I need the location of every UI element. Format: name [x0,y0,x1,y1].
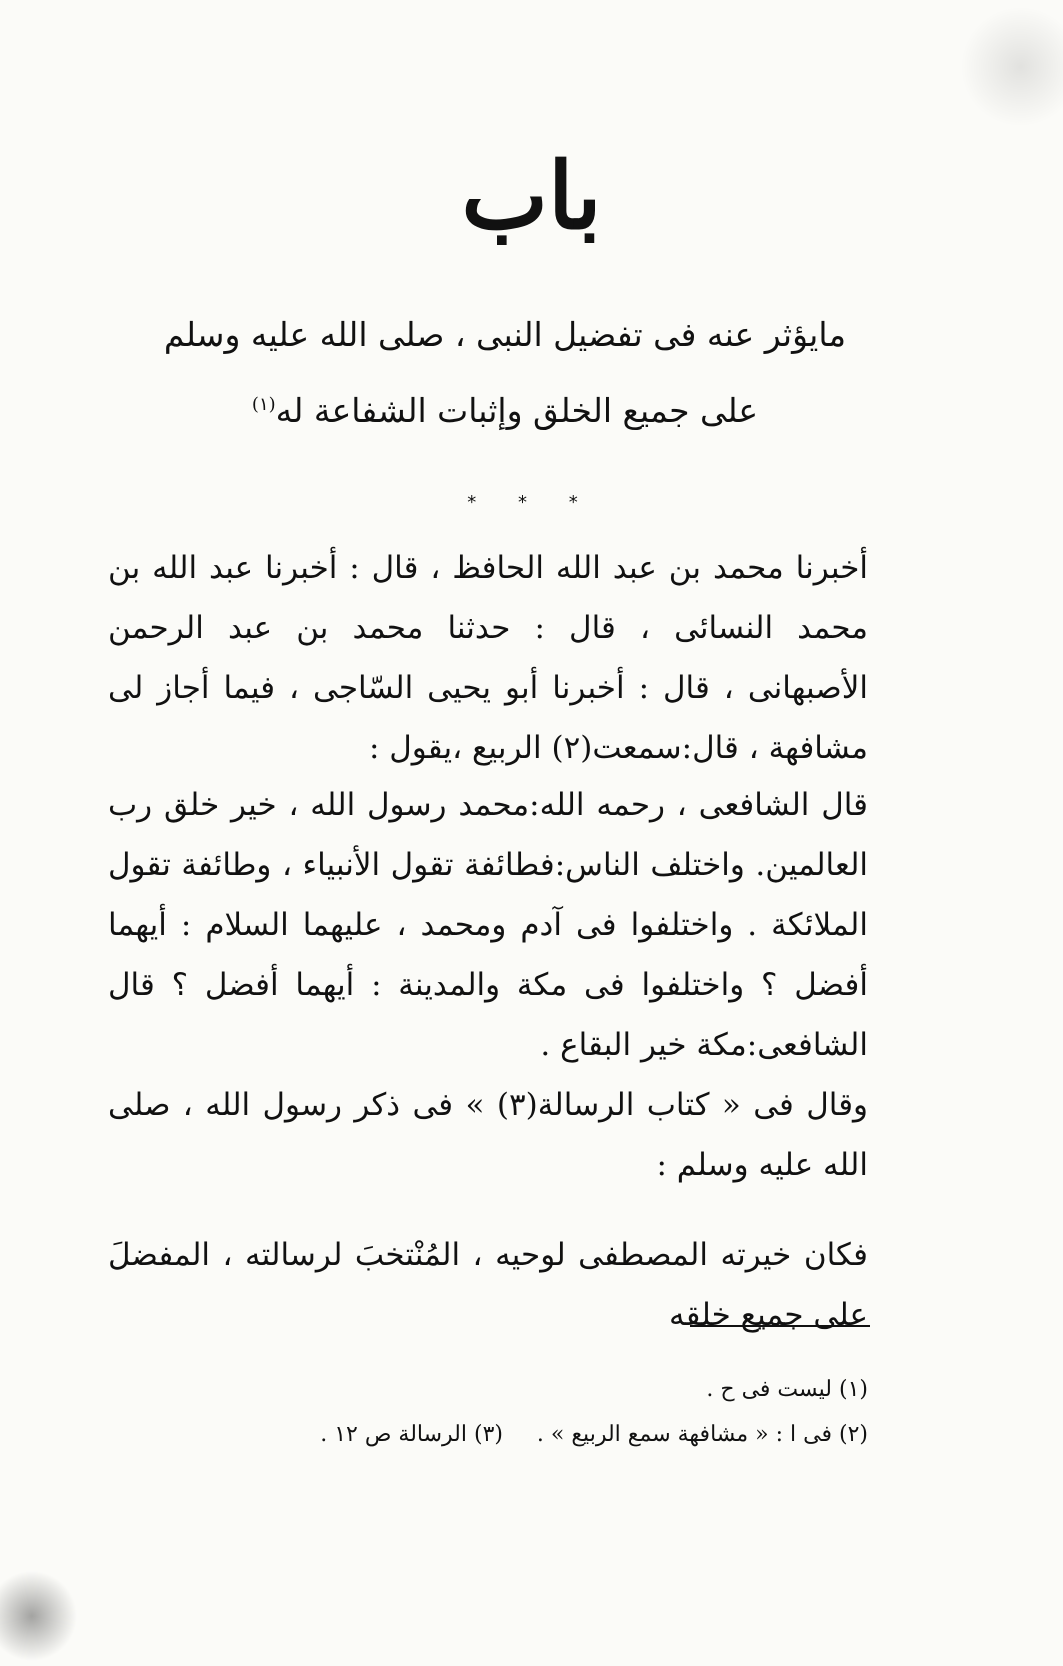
paragraph-shafii-saying: قال الشافعى ، رحمه الله:محمد رسول الله ، خير خلق رب العالمين. واختلف الناس:فطائفة تقول الأنبياء ، وطائفة تقول الملائكة . واختلفوا فى آدم ومحمد ، عليهما السلام : أيهما أفضل ؟ واختلفوا فى مكة والمدينة : أيهما أفضل ؟ قال الشافعى:مكة خير البقاع . [108,787,868,1063]
paragraph-isnad: أخبرنا محمد بن عبد الله الحافظ ، قال : أخبرنا عبد الله بن محمد النسائى ، قال : حدثنا محمد بن عبد الرحمن الأصبهانى ، قال : أخبرنا أبو يحيى السّاجى ، فيما أجاز لى مشافهة ، قال:سمعت(٢) الربيع ،يقول : [108,550,868,766]
heading-footnote-marker: (١) [251,394,276,415]
footnote-3: (٣) الرسالة ص ١٢ . [320,1422,503,1447]
footnote-divider [690,1325,870,1327]
footnote-1: (١) ليست فى ح . [706,1377,868,1402]
paragraph-risala-intro: وقال فى « كتاب الرسالة(٣) » فى ذكر رسول الله ، صلى الله عليه وسلم : [108,1087,868,1183]
chapter-title: باب [461,142,602,250]
paragraph-risala-quote: فكان خيرته المصطفى لوحيه ، المُنْتخبَ لرسالته ، المفضلَ على جميع خلقه [108,1237,868,1333]
section-separator: * * * [467,492,596,513]
section-heading-text: مايؤثر عنه فى تفضيل النبى ، صلى الله عليه وسلم على جميع الخلق وإثبات الشفاعة له [163,315,847,430]
footnote-2: (٢) فى ا : « مشافهة سمع الربيع » . [536,1422,868,1447]
section-heading [150,300,860,446]
